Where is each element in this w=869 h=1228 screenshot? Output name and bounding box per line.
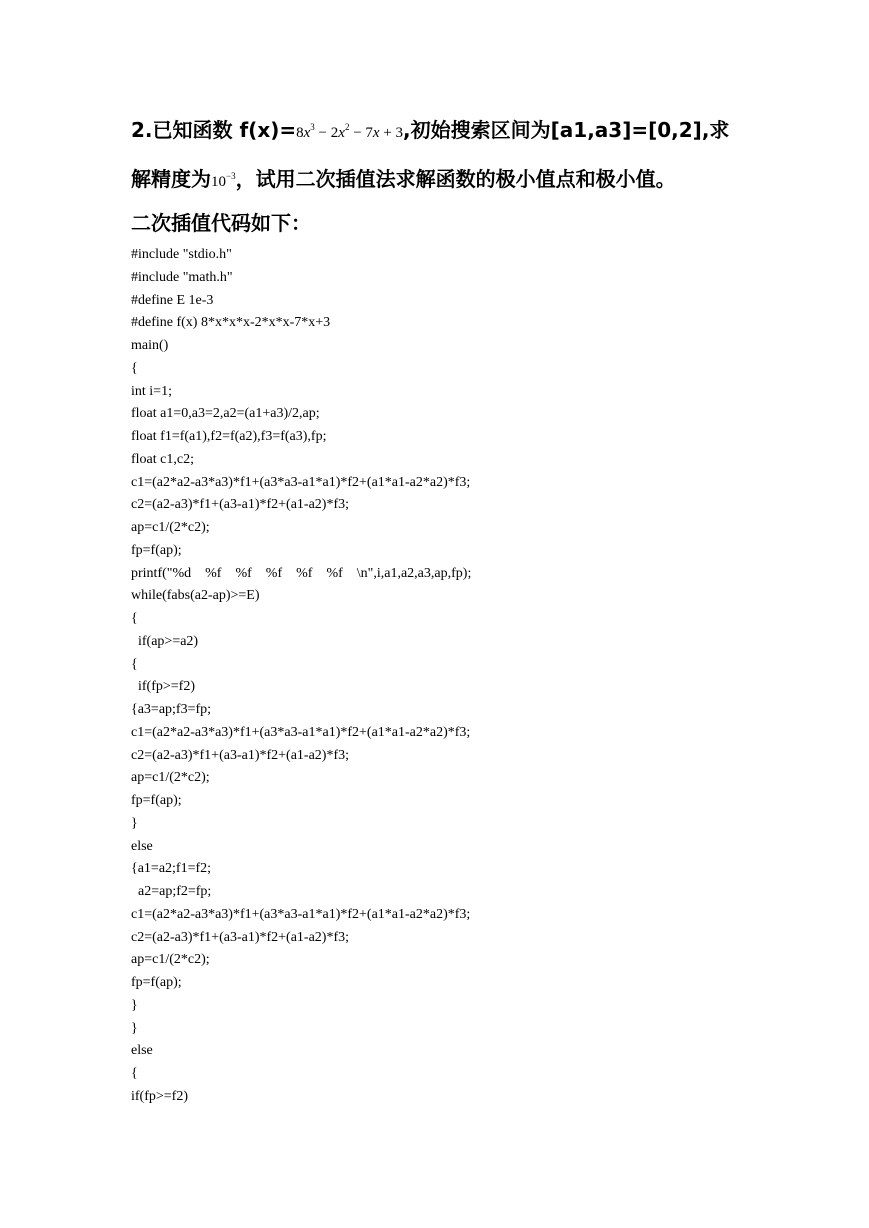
code-line: { <box>131 611 138 626</box>
code-line: ap=c1/(2*c2); <box>131 520 210 535</box>
precision-label: 解精度为 <box>131 167 211 191</box>
precision-value: $10^{-3}$ <box>211 171 236 190</box>
code-line: { <box>131 656 138 672</box>
code-line: c2=(a2-a3)*f1+(a3-a1)*f2+(a1-a2)*f3; <box>131 929 350 945</box>
task-description: ，试用二次插值法求解函数的极小值点和极小值。 <box>235 167 676 191</box>
code-line: } <box>131 815 138 831</box>
code-line: float c1,c2; <box>131 451 194 467</box>
code-line: printf("%d %f %f %f %f %f \n",i,a1,a2,a3,ap,fp); <box>131 565 472 581</box>
code-line: a2=ap;f2=fp; <box>131 884 212 899</box>
code-line: float a1=0,a3=2,a2=(a1+a3)/2,ap; <box>131 406 320 422</box>
problem-number: 2. <box>131 118 153 142</box>
problem-statement-line-2 <box>131 163 676 192</box>
code-line: { <box>131 360 138 376</box>
code-listing <box>131 244 471 1109</box>
code-line: c1=(a2*a2-a3*a3)*f1+(a3*a3-a1*a1)*f2+(a1*a1-a2*a2)*f3; <box>131 724 471 740</box>
code-line: while(fabs(a2-ap)>=E) <box>131 588 260 604</box>
code-line: int i=1; <box>131 383 172 399</box>
code-line: if(fp>=f2) <box>131 1088 188 1104</box>
code-line: {a1=a2;f1=f2; <box>131 861 212 877</box>
code-line: {a3=ap;f3=fp; <box>131 702 212 717</box>
code-line: #include "math.h" <box>131 269 233 285</box>
code-line: c1=(a2*a2-a3*a3)*f1+(a3*a3-a1*a1)*f2+(a1*a1-a2*a2)*f3; <box>131 906 471 922</box>
problem-statement-line-1 <box>131 114 729 143</box>
code-heading: 二次插值代码如下： <box>131 211 311 235</box>
search-interval-text: ,初始搜索区间为[a1,a3]=[0,2],求 <box>403 118 730 142</box>
code-line: if(ap>=a2) <box>131 633 199 649</box>
code-line: { <box>131 1066 138 1081</box>
code-line: c1=(a2*a2-a3*a3)*f1+(a3*a3-a1*a1)*f2+(a1*a1-a2*a2)*f3; <box>131 474 471 490</box>
code-line: c2=(a2-a3)*f1+(a3-a1)*f2+(a1-a2)*f3; <box>131 747 350 763</box>
code-line: fp=f(ap); <box>131 975 182 990</box>
code-line: else <box>131 838 153 854</box>
code-line: } <box>131 997 138 1013</box>
code-line: ap=c1/(2*c2); <box>131 952 210 968</box>
code-line: ap=c1/(2*c2); <box>131 770 210 786</box>
code-line: if(fp>=f2) <box>131 679 195 695</box>
function-formula: $8x^3 - 2x^2 - 7x + 3$ <box>296 122 404 141</box>
code-line: #define E 1e-3 <box>131 292 214 308</box>
code-line: #include "stdio.h" <box>131 247 232 262</box>
code-line: else <box>131 1043 153 1059</box>
code-line: float f1=f(a1),f2=f(a2),f3=f(a3),fp; <box>131 429 327 444</box>
code-line: main() <box>131 338 169 353</box>
code-line: c2=(a2-a3)*f1+(a3-a1)*f2+(a1-a2)*f3; <box>131 497 350 513</box>
code-line: #define f(x) 8*x*x*x-2*x*x-7*x+3 <box>131 315 331 331</box>
code-line: } <box>131 1020 138 1036</box>
problem-intro: 已知函数 f(x)= <box>152 118 297 142</box>
code-line: fp=f(ap); <box>131 793 182 808</box>
code-line: fp=f(ap); <box>131 542 182 558</box>
